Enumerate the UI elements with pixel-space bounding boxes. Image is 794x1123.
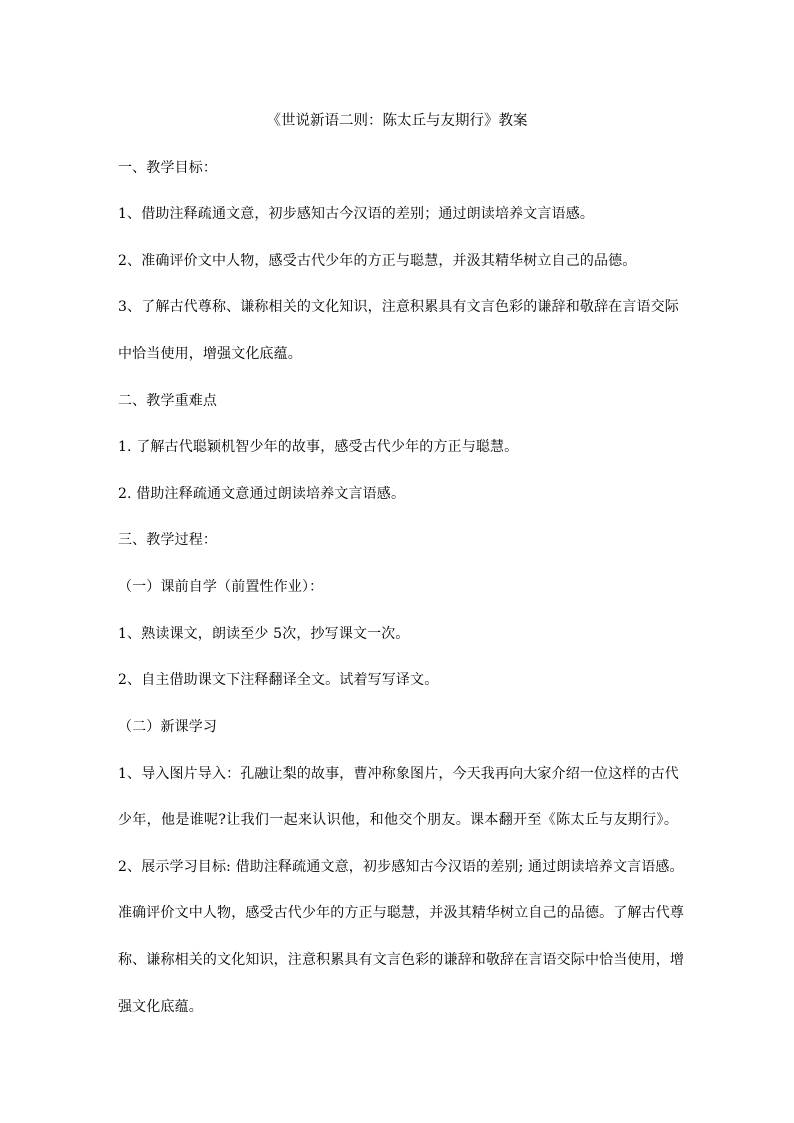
subsection-new-lesson: （二）新课学习 <box>118 719 218 735</box>
lesson-item-1-line-1: 1、导入图片导入：孔融让梨的故事，曹冲称象图片，今天我再向大家介绍一位这样的古代 <box>118 766 679 782</box>
lesson-item-1-line-2: 少年，他是谁呢?让我们一起来认识他，和他交个朋友。课本翻开至《陈太丘与友期行》。 <box>118 812 678 828</box>
objective-3-line-1: 3、了解古代尊称、谦称相关的文化知识，注意积累具有文言色彩的谦辞和敬辞在言语交际 <box>118 299 679 315</box>
lesson-item-2-line-2: 准确评价文中人物，感受古代少年的方正与聪慧，并汲其精华树立自己的品德。了解古代尊 <box>118 905 684 921</box>
document-title: 《世说新语二则：陈太丘与友期行》教案 <box>266 113 528 129</box>
section-heading-objectives: 一、教学目标： <box>118 160 218 176</box>
lesson-item-2-line-3: 称、谦称相关的文化知识，注意积累具有文言色彩的谦辞和敬辞在言语交际中恰当使用，增 <box>118 952 684 968</box>
lesson-item-2-line-4: 强文化底蕴。 <box>118 999 203 1015</box>
lesson-item-2-line-1: 2、展示学习目标: 借助注释疏通文意，初步感知古今汉语的差别; 通过朗读培养文言语感。 <box>118 859 684 875</box>
key-point-1: 1. 了解古代聪颖机智少年的故事，感受古代少年的方正与聪慧。 <box>118 439 519 455</box>
preview-item-1: 1、熟读课文，朗读至少 5次，抄写课文一次。 <box>118 626 410 642</box>
objective-2: 2、准确评价文中人物，感受古代少年的方正与聪慧，并汲其精华树立自己的品德。 <box>118 253 637 269</box>
key-point-2: 2. 借助注释疏通文意通过朗读培养文言语感。 <box>118 486 406 502</box>
objective-3-line-2: 中恰当使用，增强文化底蕴。 <box>118 346 302 362</box>
subsection-preview: （一）课前自学（前置性作业）： <box>118 579 324 595</box>
preview-item-2: 2、自主借助课文下注释翻译全文。试着写写译文。 <box>118 672 439 688</box>
objective-1: 1、借助注释疏通文意，初步感知古今汉语的差别；通过朗读培养文言语感。 <box>118 206 595 222</box>
section-heading-process: 三、教学过程： <box>118 532 218 548</box>
section-heading-key-points: 二、教学重难点 <box>118 393 218 409</box>
